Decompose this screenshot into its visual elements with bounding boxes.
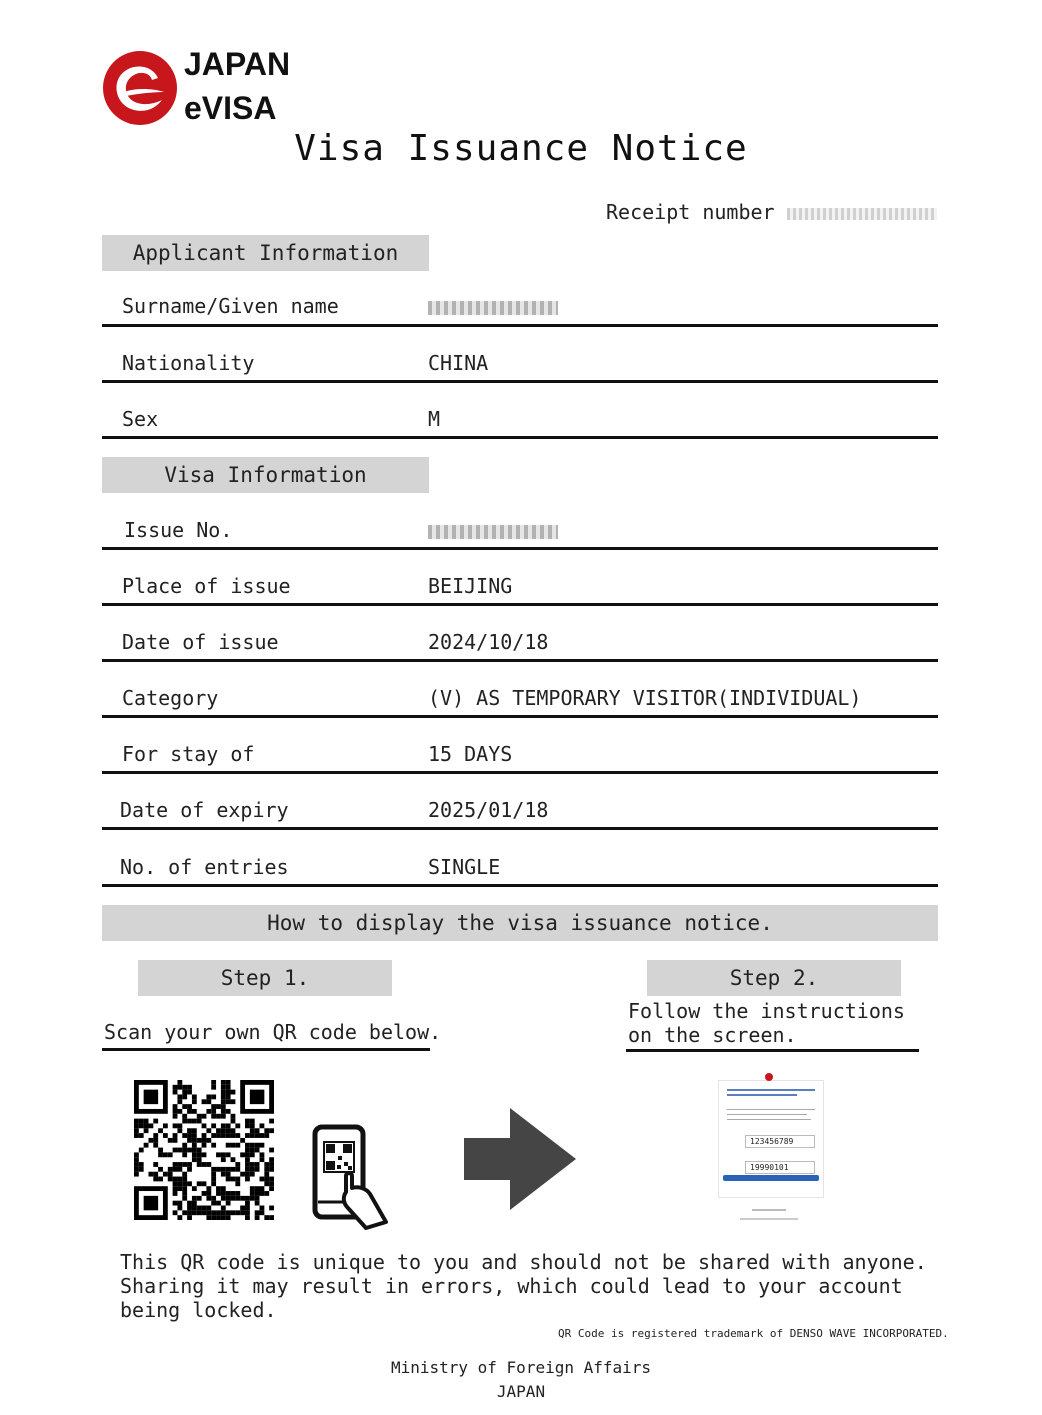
receipt-redacted-value xyxy=(787,208,937,220)
warning-note-line3: being locked. xyxy=(120,1298,277,1322)
step2-text-line2: on the screen. xyxy=(628,1023,797,1047)
applicant-info-heading: Applicant Information xyxy=(102,235,429,271)
right-arrow-icon xyxy=(464,1108,576,1210)
logo-text-japan: JAPAN xyxy=(184,46,291,82)
nationality-label: Nationality xyxy=(122,351,255,375)
qr-code-icon xyxy=(134,1080,274,1220)
divider xyxy=(102,436,938,439)
instruction-screen-preview xyxy=(718,1080,824,1198)
step1-text: Scan your own QR code below. xyxy=(104,1020,442,1044)
warning-note-line1: This QR code is unique to you and should not be shared with anyone. xyxy=(120,1250,927,1274)
evisa-logo-icon xyxy=(100,48,180,128)
divider xyxy=(102,547,938,550)
place-of-issue-label: Place of issue xyxy=(122,574,291,598)
mock-heading xyxy=(727,1089,815,1091)
date-of-expiry-label: Date of expiry xyxy=(120,798,289,822)
mock-text xyxy=(727,1109,815,1110)
page-title: Visa Issuance Notice xyxy=(294,128,748,169)
mock-heading xyxy=(727,1094,797,1096)
mock-logo-icon xyxy=(765,1073,773,1081)
mock-passport-field: 123456789 xyxy=(745,1135,815,1148)
issue-no-value xyxy=(428,518,558,542)
mock-birth-date-field: 19990101 xyxy=(745,1161,815,1174)
divider xyxy=(102,380,938,383)
footer-ministry: Ministry of Foreign Affairs xyxy=(390,1358,652,1377)
issue-no-label: Issue No. xyxy=(124,518,233,542)
divider xyxy=(626,1049,919,1052)
mock-text xyxy=(727,1114,807,1115)
trademark-notice: QR Code is registered trademark of DENSO WAVE INCORPORATED. xyxy=(558,1327,949,1340)
issue-no-redacted xyxy=(428,525,558,539)
nationality-value: CHINA xyxy=(428,351,489,375)
step1-heading: Step 1. xyxy=(138,960,392,996)
divider xyxy=(102,324,938,327)
for-stay-of-value: 15 DAYS xyxy=(428,742,513,766)
mock-footer-text xyxy=(740,1218,798,1220)
no-of-entries-value: SINGLE xyxy=(428,855,501,879)
surname-redacted xyxy=(428,301,558,315)
divider xyxy=(102,1048,430,1051)
mock-footer-text xyxy=(752,1209,786,1211)
sex-label: Sex xyxy=(122,407,159,431)
place-of-issue-value: BEIJING xyxy=(428,574,513,598)
receipt-number xyxy=(606,200,937,224)
date-of-issue-value: 2024/10/18 xyxy=(428,630,549,654)
logo-text-evisa: eVISA xyxy=(184,90,277,126)
step2-heading: Step 2. xyxy=(647,960,901,996)
step2-text-line1: Follow the instructions xyxy=(628,999,905,1023)
divider xyxy=(102,659,938,662)
for-stay-of-label: For stay of xyxy=(122,742,255,766)
no-of-entries-label: No. of entries xyxy=(120,855,289,879)
category-value: (V) AS TEMPORARY VISITOR(INDIVIDUAL) xyxy=(428,686,862,710)
sex-value: M xyxy=(428,407,441,431)
mock-submit-button xyxy=(723,1175,819,1181)
divider xyxy=(102,884,938,887)
date-of-issue-label: Date of issue xyxy=(122,630,279,654)
date-of-expiry-value: 2025/01/18 xyxy=(428,798,549,822)
divider xyxy=(102,827,938,830)
surname-value xyxy=(428,294,558,318)
category-label: Category xyxy=(122,686,219,710)
visa-info-heading: Visa Information xyxy=(102,457,429,493)
phone-scan-icon xyxy=(306,1122,398,1230)
warning-note-line2: Sharing it may result in errors, which could lead to your account xyxy=(120,1274,903,1298)
divider xyxy=(102,715,938,718)
receipt-label: Receipt number xyxy=(606,200,775,224)
surname-label: Surname/Given name xyxy=(122,294,339,318)
divider xyxy=(102,603,938,606)
mock-text xyxy=(727,1119,811,1120)
footer-country: JAPAN xyxy=(496,1382,546,1401)
divider xyxy=(102,771,938,774)
howto-heading: How to display the visa issuance notice. xyxy=(102,905,938,941)
